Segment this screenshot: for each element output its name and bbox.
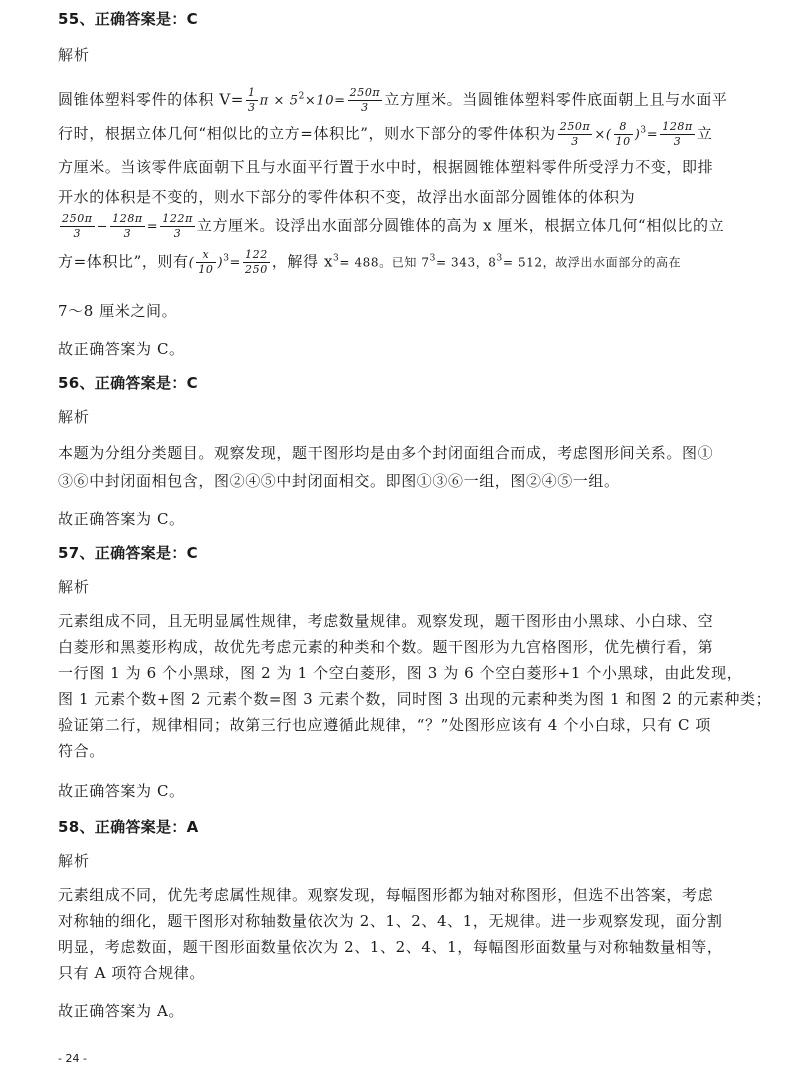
q56-line-2: ③⑥中封闭面相包含，图②④⑤中封闭面相交。即图①③⑥一组，图②④⑤一组。 bbox=[58, 472, 620, 490]
q57-line-6: 符合。 bbox=[58, 742, 105, 760]
q56-explanation bbox=[58, 442, 756, 502]
q57-answer: 故正确答案为 C。 bbox=[58, 782, 185, 800]
q58-line-3: 明显，考虑数面，题干图形面数量依次为 2、1、2、4、1，每幅图形面数量与对称轴数量相等， bbox=[58, 938, 723, 956]
page-number: - 24 - bbox=[58, 1052, 87, 1065]
q58-answer: 故正确答案为 A。 bbox=[58, 1002, 185, 1020]
q57-line-2: 白菱形和黑菱形构成，故优先考虑元素的种类和个数。题干图形为九宫格图形，优先横行看，第 bbox=[58, 638, 714, 656]
q55-line-4: 开水的体积是不变的，则水下部分的零件体积不变，故浮出水面部分圆锥体的体积为 bbox=[58, 188, 636, 206]
q57-line-4: 图 1 元素个数+图 2 元素个数=图 3 元素个数，同时图 3 出现的元素种类为图 1 和图 2 的元素种类； bbox=[58, 690, 772, 708]
q55-line-7: 7～8 厘米之间。 bbox=[58, 302, 178, 320]
q55-line-6: 方=体积比”，则有( $\frac{x}{10}$ )$^3$= $\frac{122}{250}$ ，解得 $x^3= 488$。已知 $7^3= 343$，$8^3= 512$，故浮出水面部分的高在 bbox=[58, 248, 682, 276]
q57-jiexi-label: 解析 bbox=[58, 578, 91, 596]
q56-line-1: 本题为分组分类题目。观察发现，题干图形均是由多个封闭面组合而成，考虑图形间关系。图① bbox=[58, 444, 714, 462]
q58-explanation bbox=[58, 884, 756, 994]
q55-line-3: 方厘米。当该零件底面朝下且与水面平行置于水中时，根据圆锥体塑料零件所受浮力不变，即排 bbox=[58, 158, 714, 176]
q56-jiexi-label: 解析 bbox=[58, 408, 91, 426]
q57-line-3: 一行图 1 为 6 个小黑球，图 2 为 1 个空白菱形，图 3 为 6 个空白菱形+1 个小黑球，由此发现， bbox=[58, 664, 743, 682]
q55-line-2: 行时，根据立体几何“相似比的立方=体积比”，则水下部分的零件体积为 $\frac{250\pi}{3}$ ×( $\frac{8}{10}$ )$^3$= $\frac{128\pi}{3}$ 立 bbox=[58, 120, 713, 148]
q58-jiexi-label: 解析 bbox=[58, 852, 91, 870]
q57-explanation bbox=[58, 610, 772, 770]
q57-heading: 57、正确答案是：C bbox=[58, 544, 198, 562]
q57-line-1: 元素组成不同，且无明显属性规律，考虑数量规律。观察发现，题干图形由小黑球、小白球、空 bbox=[58, 612, 714, 630]
q55-jiexi-label: 解析 bbox=[58, 46, 91, 64]
q55-answer: 故正确答案为 C。 bbox=[58, 340, 185, 358]
q58-line-4: 只有 A 项符合规律。 bbox=[58, 964, 205, 982]
q58-line-2: 对称轴的细化，题干图形对称轴数量依次为 2、1、2、4、1，无规律。进一步观察发现，面分割 bbox=[58, 912, 723, 930]
q58-heading: 58、正确答案是：A bbox=[58, 818, 199, 836]
q57-line-5: 验证第二行，规律相同；故第三行也应遵循此规律，“？”处图形应该有 4 个小白球，只有 C 项 bbox=[58, 716, 712, 734]
q55-explanation bbox=[58, 78, 756, 318]
q55-heading: 55、正确答案是：C bbox=[58, 10, 198, 28]
q56-answer: 故正确答案为 C。 bbox=[58, 510, 185, 528]
q55-line-1: 圆锥体塑料零件的体积 V= $\frac{1}{3}$ $\pi \times 5^2\times 10=$ $\frac{250\pi}{3}$ 立方厘米。当圆锥体塑料零件底面朝上且与水面平 bbox=[58, 86, 728, 114]
q55-line-5: $\frac{250\pi}{3}$ − $\frac{128\pi}{3}$ = $\frac{122\pi}{3}$ 立方厘米。设浮出水面部分圆锥体的高为 x 厘米，根据立体几何“相似比的立 bbox=[62, 212, 725, 240]
q56-heading: 56、正确答案是：C bbox=[58, 374, 198, 392]
q58-line-1: 元素组成不同，优先考虑属性规律。观察发现，每幅图形都为轴对称图形，但选不出答案，考虑 bbox=[58, 886, 714, 904]
